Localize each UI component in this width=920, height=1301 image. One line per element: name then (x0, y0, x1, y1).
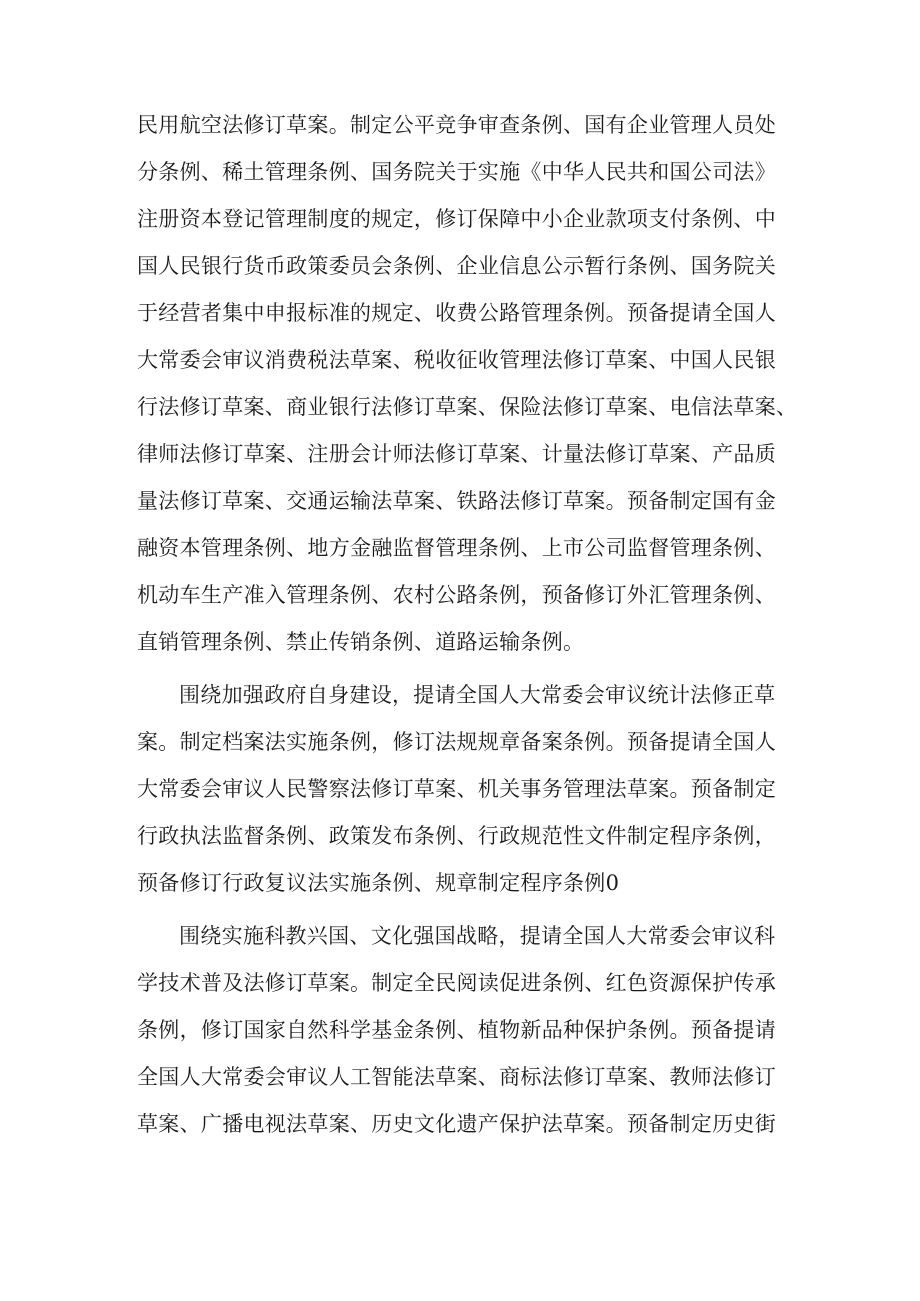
text-line: 行法修订草案、商业银行法修订草案、保险法修订草案、电信法草案、 (137, 395, 798, 419)
text-line: 直销管理条例、禁止传销条例、道路运输条例。 (137, 630, 585, 654)
text-line: 案。制定档案法实施条例，修订法规规章备案条例。预备提请全国人 (137, 730, 776, 754)
paragraph-1 (137, 102, 805, 666)
text-line: 于经营者集中申报标准的规定、收费公路管理条例。预备提请全国人 (137, 301, 776, 325)
text-line: 草案、广播电视法草案、历史文化遗产保护法草案。预备制定历史街 (137, 1112, 776, 1136)
text-line: 国人民银行货币政策委员会条例、企业信息公示暂行条例、国务院关 (137, 254, 776, 278)
document-body (137, 102, 805, 1148)
text-line: 民用航空法修订草案。制定公平竞争审查条例、国有企业管理人员处 (137, 113, 776, 137)
text-line: 融资本管理条例、地方金融监督管理条例、上市公司监督管理条例、 (137, 536, 776, 560)
text-line: 学技术普及法修订草案。制定全民阅读促进条例、红色资源保护传承 (137, 971, 776, 995)
text-line: 条例，修订国家自然科学基金条例、植物新品种保护条例。预备提请 (137, 1018, 776, 1042)
text-line: 机动车生产准入管理条例、农村公路条例，预备修订外汇管理条例、 (137, 583, 776, 607)
paragraph-3 (137, 913, 805, 1148)
text-line: 注册资本登记管理制度的规定，修订保障中小企业款项支付条例、中 (137, 207, 776, 231)
text-line: 律师法修订草案、注册会计师法修订草案、计量法修订草案、产品质 (137, 442, 776, 466)
text-line: 大常委会审议人民警察法修订草案、机关事务管理法草案。预备制定 (137, 777, 776, 801)
paragraph-2 (137, 672, 805, 907)
text-line: 全国人大常委会审议人工智能法草案、商标法修订草案、教师法修订 (137, 1065, 776, 1089)
text-line: 分条例、稀土管理条例、国务院关于实施《中华人民共和国公司法》 (137, 160, 776, 184)
text-line: 围绕加强政府自身建设，提请全国人大常委会审议统计法修正草 (179, 683, 776, 707)
text-line: 量法修订草案、交通运输法草案、铁路法修订草案。预备制定国有金 (137, 489, 776, 513)
text-line: 围绕实施科教兴国、文化强国战略，提请全国人大常委会审议科 (179, 924, 776, 948)
text-line: 行政执法监督条例、政策发布条例、行政规范性文件制定程序条例， (137, 824, 776, 848)
text-line: 大常委会审议消费税法草案、税收征收管理法修订草案、中国人民银 (137, 348, 776, 372)
text-line: 预备修订行政复议法实施条例、规章制定程序条例0 (137, 871, 620, 895)
